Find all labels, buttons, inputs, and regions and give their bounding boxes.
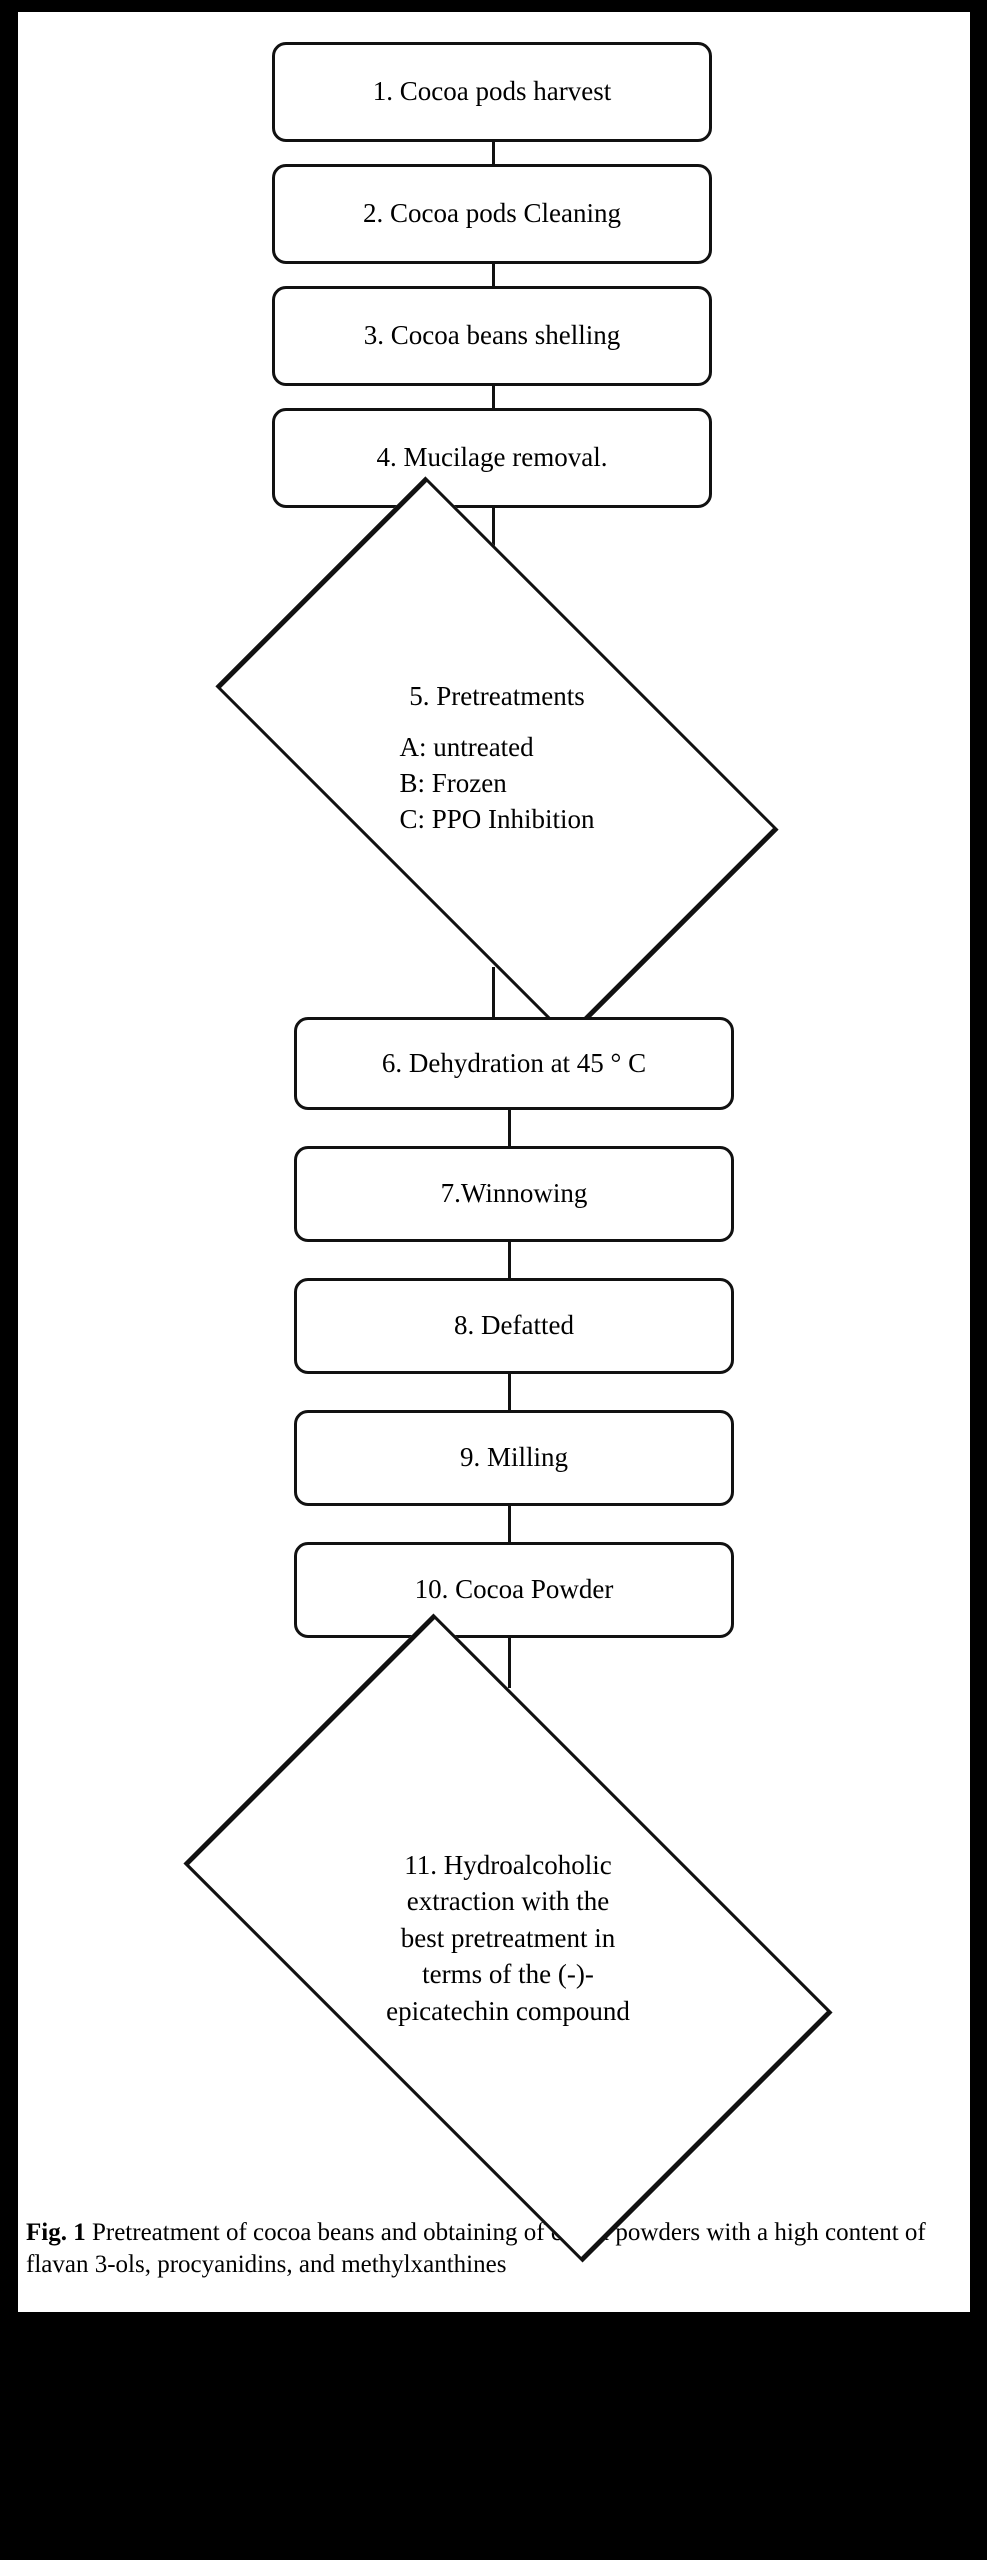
flow-node-4-label: 4. Mucilage removal. xyxy=(376,442,608,473)
flow-node-3[interactable] xyxy=(272,286,712,386)
figure-caption-label: Fig. 1 xyxy=(26,2219,86,2246)
flow-node-5-option-c: C: PPO Inhibition xyxy=(399,804,595,835)
flow-node-8-label: 8. Defatted xyxy=(454,1310,574,1341)
flow-node-3-label: 3. Cocoa beans shelling xyxy=(363,320,621,351)
flowchart xyxy=(18,12,970,2202)
connector-6-7 xyxy=(508,1110,511,1146)
flow-node-7-label: 7.Winnowing xyxy=(440,1178,588,1209)
figure-canvas xyxy=(18,12,970,2312)
flow-node-11-text xyxy=(108,1688,908,2188)
flow-node-11-line-4: terms of the (-)- xyxy=(422,1959,594,1990)
flow-node-10-label: 10. Cocoa Powder xyxy=(414,1574,614,1605)
connector-8-9 xyxy=(508,1374,511,1410)
connector-7-8 xyxy=(508,1242,511,1278)
flow-node-5-option-a: A: untreated xyxy=(399,731,534,762)
flow-node-5[interactable] xyxy=(142,548,852,968)
flow-node-6[interactable] xyxy=(294,1017,734,1110)
flow-node-2[interactable] xyxy=(272,164,712,264)
connector-9-10 xyxy=(508,1506,511,1542)
flow-node-6-label: 6. Dehydration at 45 ° C xyxy=(381,1047,647,1078)
flow-node-7[interactable] xyxy=(294,1146,734,1242)
flow-node-1[interactable] xyxy=(272,42,712,142)
figure-caption xyxy=(26,2217,970,2281)
flow-node-11-line-2: extraction with the xyxy=(406,1886,610,1917)
flow-node-11-line-1: 11. Hydroalcoholic xyxy=(404,1849,612,1880)
flow-node-5-text xyxy=(142,548,852,968)
connector-10-11 xyxy=(508,1638,511,1688)
flow-node-8[interactable] xyxy=(294,1278,734,1374)
flow-node-9-label: 9. Milling xyxy=(459,1442,568,1473)
flow-node-9[interactable] xyxy=(294,1410,734,1506)
figure-caption-text: Pretreatment of cocoa beans and obtaining of cocoa powders with a high content of flavan 3-ols, procyanidins, and methylxanthines xyxy=(26,2219,926,2278)
flow-node-5-title: 5. Pretreatments xyxy=(409,681,585,712)
flow-node-11-line-3: best pretreatment in xyxy=(400,1922,616,1953)
flow-node-5-option-b: B: Frozen xyxy=(399,768,507,798)
flow-node-4[interactable] xyxy=(272,408,712,508)
flow-node-11-line-5: epicatechin compound xyxy=(386,1995,630,2026)
connector-5-6 xyxy=(492,967,495,1017)
flow-node-10[interactable] xyxy=(294,1542,734,1638)
flow-node-1-label: 1. Cocoa pods harvest xyxy=(372,76,612,107)
page-bottom-band xyxy=(0,2312,987,2560)
flow-node-11[interactable] xyxy=(108,1688,908,2188)
connector-4-5 xyxy=(492,508,495,548)
flow-node-2-label: 2. Cocoa pods Cleaning xyxy=(363,198,621,229)
